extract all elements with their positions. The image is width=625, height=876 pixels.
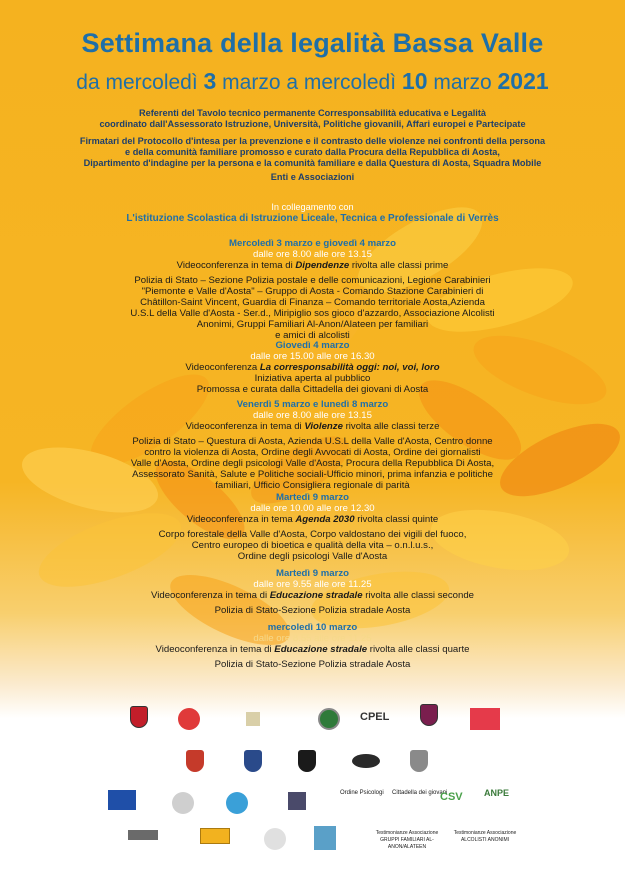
- red-map-logo: [470, 708, 500, 730]
- schedule-topic: Videoconferenza in tema di Educazione stradale rivolta alle classi seconde: [151, 590, 474, 601]
- schedule-item-6: [60, 622, 565, 670]
- psychologists-logo: Ordine Psicologi: [340, 790, 384, 796]
- csv-logo: CSV: [440, 791, 463, 803]
- schedule-item-5: [60, 568, 565, 616]
- schedule-organizers: Iniziativa aperta al pubblico Promossa e curata dalla Cittadella dei giovani di Aosta: [196, 373, 429, 395]
- page-subtitle: da mercoledì 3 marzo a mercoledì 10 marzo 2021: [76, 68, 549, 94]
- council-minors-logo: [246, 712, 260, 726]
- schedule-date: Venerdì 5 marzo e lunedì 8 marzo: [236, 399, 389, 410]
- schedule-topic: Videoconferenza in tema di Dipendenze rivolta alle classi prime: [176, 260, 449, 271]
- schedule-time: dalle ore 9.55 alle ore 11.25: [253, 579, 372, 590]
- schedule-item-2: [60, 340, 565, 395]
- intro-signatories: Firmatari del Protocollo d'intesa per la prevenzione e il contrasto delle violenze nei confronti della persona e della comunità familiare promosso e curato dalla Procura della Repubblica di Aosta, Dipartimento d'indagine per la persona e la comunità familiare e dalla Questura di Aosta, Squadra Mobile: [79, 136, 546, 168]
- bioethics-logo: [172, 792, 194, 814]
- police-logo: [186, 750, 204, 772]
- schedule-time: dalle ore 10.00 alle ore 12.30: [250, 503, 375, 514]
- al-anon-text-logo: Testimonianze Associazione GRUPPI FAMILIARI AL-ANON/ALATEEN: [375, 830, 439, 850]
- schedule-organizers: Polizia di Stato-Sezione Polizia stradale Aosta: [214, 605, 411, 616]
- schedule-organizers: Corpo forestale della Valle d'Aosta, Corpo valdostano dei vigili del fuoco, Centro europeo di bioetica e qualità della vita – o.n.l.u.s., Ordine degli psicologi Valle d'Aosta: [158, 529, 467, 562]
- firefighters-logo: [410, 750, 428, 772]
- forestry-logo: [352, 754, 380, 768]
- council-logo: [178, 708, 200, 730]
- schedule-date: Mercoledì 3 marzo e giovedì 4 marzo: [229, 238, 396, 249]
- intro-entities: Enti e Associazioni: [270, 172, 355, 182]
- schedule-topic: Videoconferenza La corresponsabilità oggi: noi, voi, loro: [185, 362, 440, 373]
- schedule-time: dalle ore 8.00 alle ore 13.15: [253, 249, 372, 260]
- schedule-time: dalle ore 8.55 alle ore 11.25: [253, 633, 372, 644]
- schedule-time: dalle ore 15.00 alle ore 16.30: [250, 351, 375, 362]
- schedule-item-4: [60, 492, 565, 562]
- schedule-item-1: [60, 238, 565, 341]
- associations-logo: [108, 790, 136, 810]
- schedule-organizers: Polizia di Stato-Sezione Polizia stradale Aosta: [214, 659, 411, 670]
- schedule-date: Martedì 9 marzo: [275, 568, 350, 579]
- crs-logo: [314, 826, 336, 850]
- schedule-topic: Videoconferenza in tema Agenda 2030 rivolta classi quinte: [186, 514, 439, 525]
- page-title: Settimana della legalità Bassa Valle: [81, 28, 544, 58]
- schedule-organizers: Polizia di Stato – Questura di Aosta, Azienda U.S.L della Valle d'Aosta, Centro donne contro la violenza di Aosta, Ordine degli Avvocati di Aosta, Ordine dei giornalisti Valle d'Aosta, Ordine degli psicologi Valle d'Aosta, Procura della Repubblica Di Aosta, Assessorato Sanità, Salute e Politiche sociali-Ufficio minori, prima infanzia e politiche familiari, Ufficio Consigliera regionale di parità: [130, 436, 495, 491]
- carabinieri-logo: [244, 750, 262, 772]
- schedule-date: Giovedì 4 marzo: [275, 340, 350, 351]
- schedule-date: Martedì 9 marzo: [275, 492, 350, 503]
- schedule-organizers: Polizia di Stato – Sezione Polizia postale e delle comunicazioni, Legione Carabinieri "Piemonte e Valle d'Aosta" – Gruppo di Aosta - Comando Stazione Carabinieri di Châtillon-Saint Vincent, Guardia di Finanza – Comando territoriale Aosta,Azienda U.S.L della Valle d'Aosta - Ser.d., Miripiglio sos gioco d'azzardo, Associazione Alcolisti Anonimi, Gruppi Familiari Al-Anon/Alateen per familiari e amici di alcolisti: [130, 275, 495, 341]
- intro-referents: Referenti del Tavolo tecnico permanente Corresponsabilità educativa e Legalità coordinato dall'Assessorato Istruzione, Università, Politiche giovanili, Affari europei e Partecipate: [99, 108, 526, 129]
- cpel-logo: CPEL: [360, 711, 390, 723]
- aa-text-logo: Testimonianze Associazione ALCOLISTI ANONIMI: [453, 830, 517, 843]
- schedule-topic: Videoconferenza in tema di Educazione stradale rivolta alle classi quarte: [155, 644, 470, 655]
- yellow-logo: [200, 828, 230, 844]
- usl-logo: [226, 792, 248, 814]
- finance-guard-logo: [298, 750, 316, 772]
- schedule-time: dalle ore 8.00 alle ore 13.15: [253, 410, 372, 421]
- lawyers-logo: [288, 792, 306, 810]
- verres-logo: [420, 704, 438, 726]
- schedule-date: mercoledì 10 marzo: [267, 622, 358, 633]
- republic-emblem-icon: [318, 708, 340, 730]
- cittadella-logo: Cittadella dei giovani: [392, 790, 448, 796]
- schedule-item-3: [60, 399, 565, 491]
- intro-connection: In collegamento con L'istituzione Scolastica di Istruzione Liceale, Tecnica e Professionale di Verrès: [126, 202, 499, 224]
- miripiglio-logo: [264, 828, 286, 850]
- anpe-logo: ANPE: [484, 788, 510, 798]
- unesco-logo: [128, 830, 158, 840]
- schedule-topic: Videoconferenza in tema di Violenze rivolta alle classi terze: [185, 421, 440, 432]
- region-vda-logo: [130, 706, 148, 728]
